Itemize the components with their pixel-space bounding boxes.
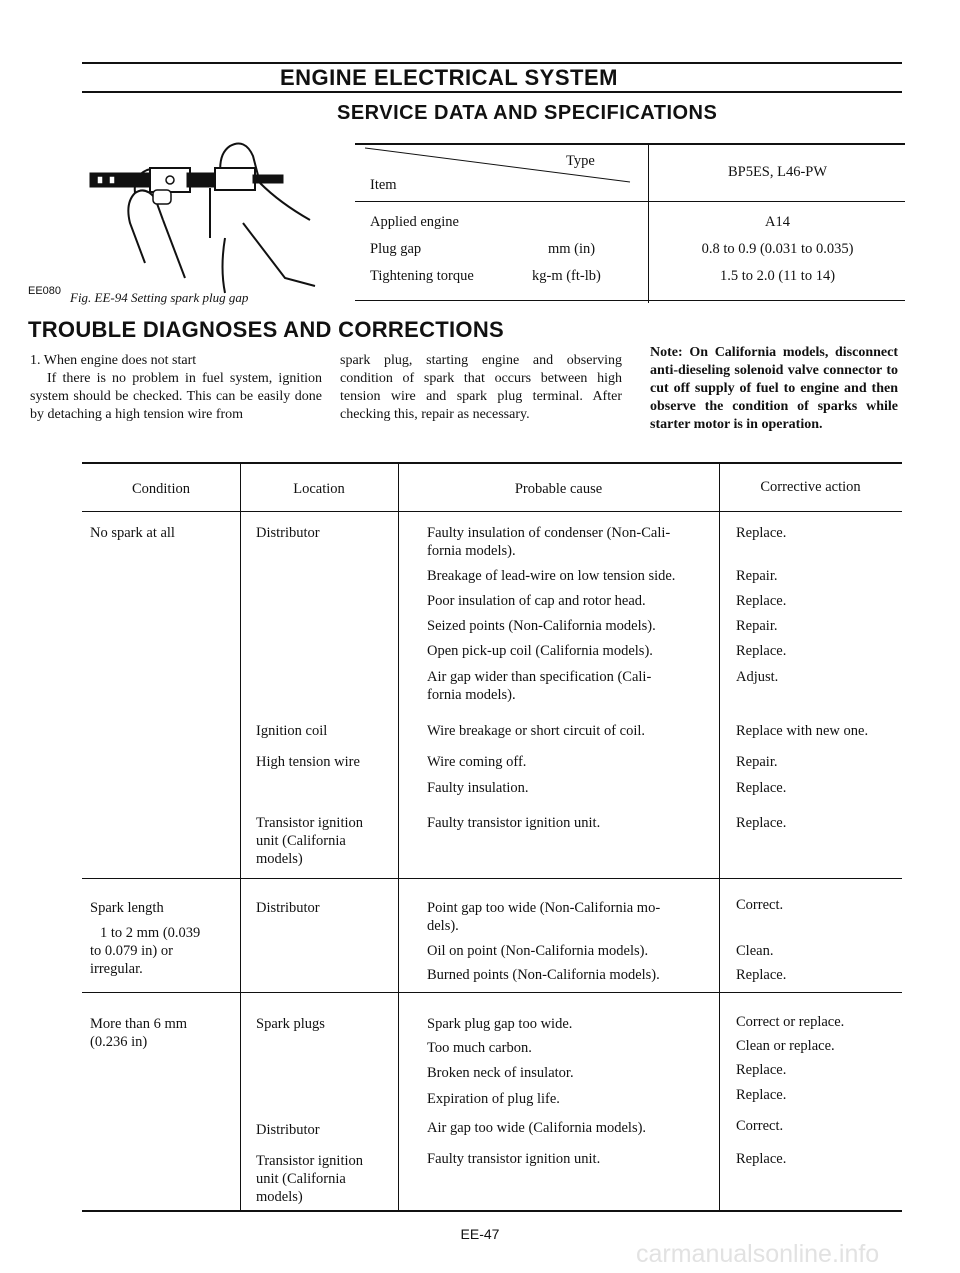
page-number: EE-47 (460, 1226, 500, 1242)
spec-value-plug-gap: 0.8 to 0.9 (0.031 to 0.035) (701, 241, 854, 257)
spec-header-diagonal (365, 146, 645, 186)
action: Repair. (736, 754, 778, 770)
condition-spark-length: Spark length (90, 900, 164, 916)
spec-type-value: BP5ES, L46-PW (727, 164, 828, 180)
trouble-title: TROUBLE DIAGNOSES AND CORRECTIONS (28, 317, 504, 342)
location-distributor: Distributor (256, 1122, 320, 1138)
action: Repair. (736, 568, 778, 584)
trouble-col2-text: spark plug, starting engine and observing condition of spark that occurs between high tension wire and spark plug terminal. After checking this, repair as necessary. (340, 353, 622, 422)
diag-header-probable-cause: Probable cause (514, 481, 603, 497)
action: Replace. (736, 1151, 787, 1167)
cause: Faulty transistor ignition unit. (427, 815, 601, 831)
diag-vline-2 (398, 463, 399, 1211)
location-high-tension-wire: High tension wire (256, 754, 360, 770)
condition-more-than-6mm: (0.236 in) (90, 1034, 148, 1050)
action: Correct. (736, 1118, 784, 1134)
figure-caption: Fig. EE-94 Setting spark plug gap (70, 290, 249, 305)
action: Replace. (736, 1062, 787, 1078)
cause: Wire breakage or short circuit of coil. (427, 723, 646, 739)
cause: Burned points (Non-California models). (427, 967, 660, 983)
header-rule-top (82, 62, 902, 64)
header-rule-bottom (82, 91, 902, 93)
spec-value-applied-engine: A14 (765, 214, 790, 230)
spec-item-label: Item (370, 177, 397, 193)
cause: Poor insulation of cap and rotor head. (427, 593, 646, 609)
spec-item-torque: Tightening torque (370, 268, 474, 284)
action: Replace. (736, 1087, 787, 1103)
cause: fornia models). (427, 543, 516, 559)
action: Clean or replace. (736, 1038, 835, 1054)
cause: dels). (427, 918, 459, 934)
diag-rule-header (82, 511, 902, 512)
action: Replace. (736, 780, 787, 796)
cause: Faulty insulation. (427, 780, 529, 796)
action: Replace. (736, 525, 787, 541)
cause: Faulty transistor ignition unit. (427, 1151, 601, 1167)
location-distributor: Distributor (256, 900, 320, 916)
spec-vertical-divider (648, 143, 649, 303)
location-transistor-unit: unit (California (256, 1171, 346, 1187)
condition-spark-length: irregular. (90, 961, 143, 977)
location-transistor-unit: models) (256, 1189, 303, 1205)
cause: Faulty insulation of condenser (Non-Cali- (427, 525, 671, 541)
cause: Air gap too wide (California models). (427, 1120, 647, 1136)
action: Clean. (736, 943, 774, 959)
cause: Open pick-up coil (California models). (427, 643, 653, 659)
trouble-col1-text: If there is no problem in fuel system, ignition system should be checked. This can be easily done by detaching a high tension wire from (30, 371, 322, 422)
action: Replace. (736, 593, 787, 609)
spec-item-plug-gap: Plug gap (370, 241, 422, 257)
location-spark-plugs: Spark plugs (256, 1016, 325, 1032)
location-distributor: Distributor (256, 525, 320, 541)
action: Correct or replace. (736, 1014, 845, 1030)
cause: Oil on point (Non-California models). (427, 943, 649, 959)
location-transistor-unit: Transistor ignition (256, 1153, 364, 1169)
condition-more-than-6mm: More than 6 mm (90, 1016, 188, 1032)
diag-rule-top (82, 462, 902, 464)
action: Replace. (736, 815, 787, 831)
action: Adjust. (736, 669, 779, 685)
watermark: carmanualsonline.info (636, 1240, 880, 1268)
cause: Spark plug gap too wide. (427, 1016, 573, 1032)
diag-rule-group-1 (82, 878, 902, 879)
diag-header-condition: Condition (131, 481, 190, 497)
location-ignition-coil: Ignition coil (256, 723, 328, 739)
cause: Expiration of plug life. (427, 1091, 560, 1107)
action: Replace. (736, 643, 787, 659)
trouble-note: Note: On California models, disconnect anti-dieseling solenoid valve connector to cut off supply of fuel to engine and then observe the condition of sparks while starter motor is in operation. (650, 345, 898, 432)
condition-no-spark: No spark at all (90, 525, 175, 541)
diag-vline-3 (719, 463, 720, 1211)
subsection-title: SERVICE DATA AND SPECIFICATIONS (337, 102, 718, 124)
action: Replace. (736, 967, 787, 983)
cause: Air gap wider than specification (Cali- (427, 669, 652, 685)
location-transistor-unit: Transistor ignition (256, 815, 364, 831)
cause: Seized points (Non-California models). (427, 618, 656, 634)
spec-value-torque: 1.5 to 2.0 (11 to 14) (719, 268, 836, 284)
spec-item-applied-engine: Applied engine (370, 214, 459, 230)
cause: Point gap too wide (Non-California mo- (427, 900, 661, 916)
spec-rule-bottom (355, 300, 905, 301)
cause: Breakage of lead-wire on low tension side. (427, 568, 676, 584)
diag-rule-bottom (82, 1210, 902, 1212)
action: Replace with new one. (736, 723, 869, 739)
cause: Too much carbon. (427, 1040, 532, 1056)
diag-vline-1 (240, 463, 241, 1211)
spec-rule-header (355, 201, 905, 202)
diagonal-divider (365, 146, 645, 186)
spec-unit-torque: kg-m (ft-lb) (532, 268, 601, 284)
figure-code: EE080 (28, 285, 62, 297)
cause: Broken neck of insulator. (427, 1065, 574, 1081)
condition-spark-length: to 0.079 in) or (90, 943, 173, 959)
spec-unit-plug-gap: mm (in) (548, 241, 596, 257)
location-transistor-unit: models) (256, 851, 303, 867)
section-title: ENGINE ELECTRICAL SYSTEM (280, 65, 618, 90)
spark-plug-figure (75, 128, 335, 298)
diag-header-corrective-action: Corrective action (760, 479, 861, 495)
trouble-item-title: 1. When engine does not start (30, 353, 197, 368)
cause: Wire coming off. (427, 754, 527, 770)
hand-spark-plug-gauge-illustration (75, 128, 335, 298)
cause: fornia models). (427, 687, 516, 703)
spec-rule-top (355, 143, 905, 145)
condition-spark-length: 1 to 2 mm (0.039 (100, 925, 201, 941)
diag-header-location: Location (293, 481, 345, 497)
location-transistor-unit: unit (California (256, 833, 346, 849)
action: Correct. (736, 897, 784, 913)
action: Repair. (736, 618, 778, 634)
spec-type-label: Type (566, 153, 595, 169)
diag-rule-group-2 (82, 992, 902, 993)
